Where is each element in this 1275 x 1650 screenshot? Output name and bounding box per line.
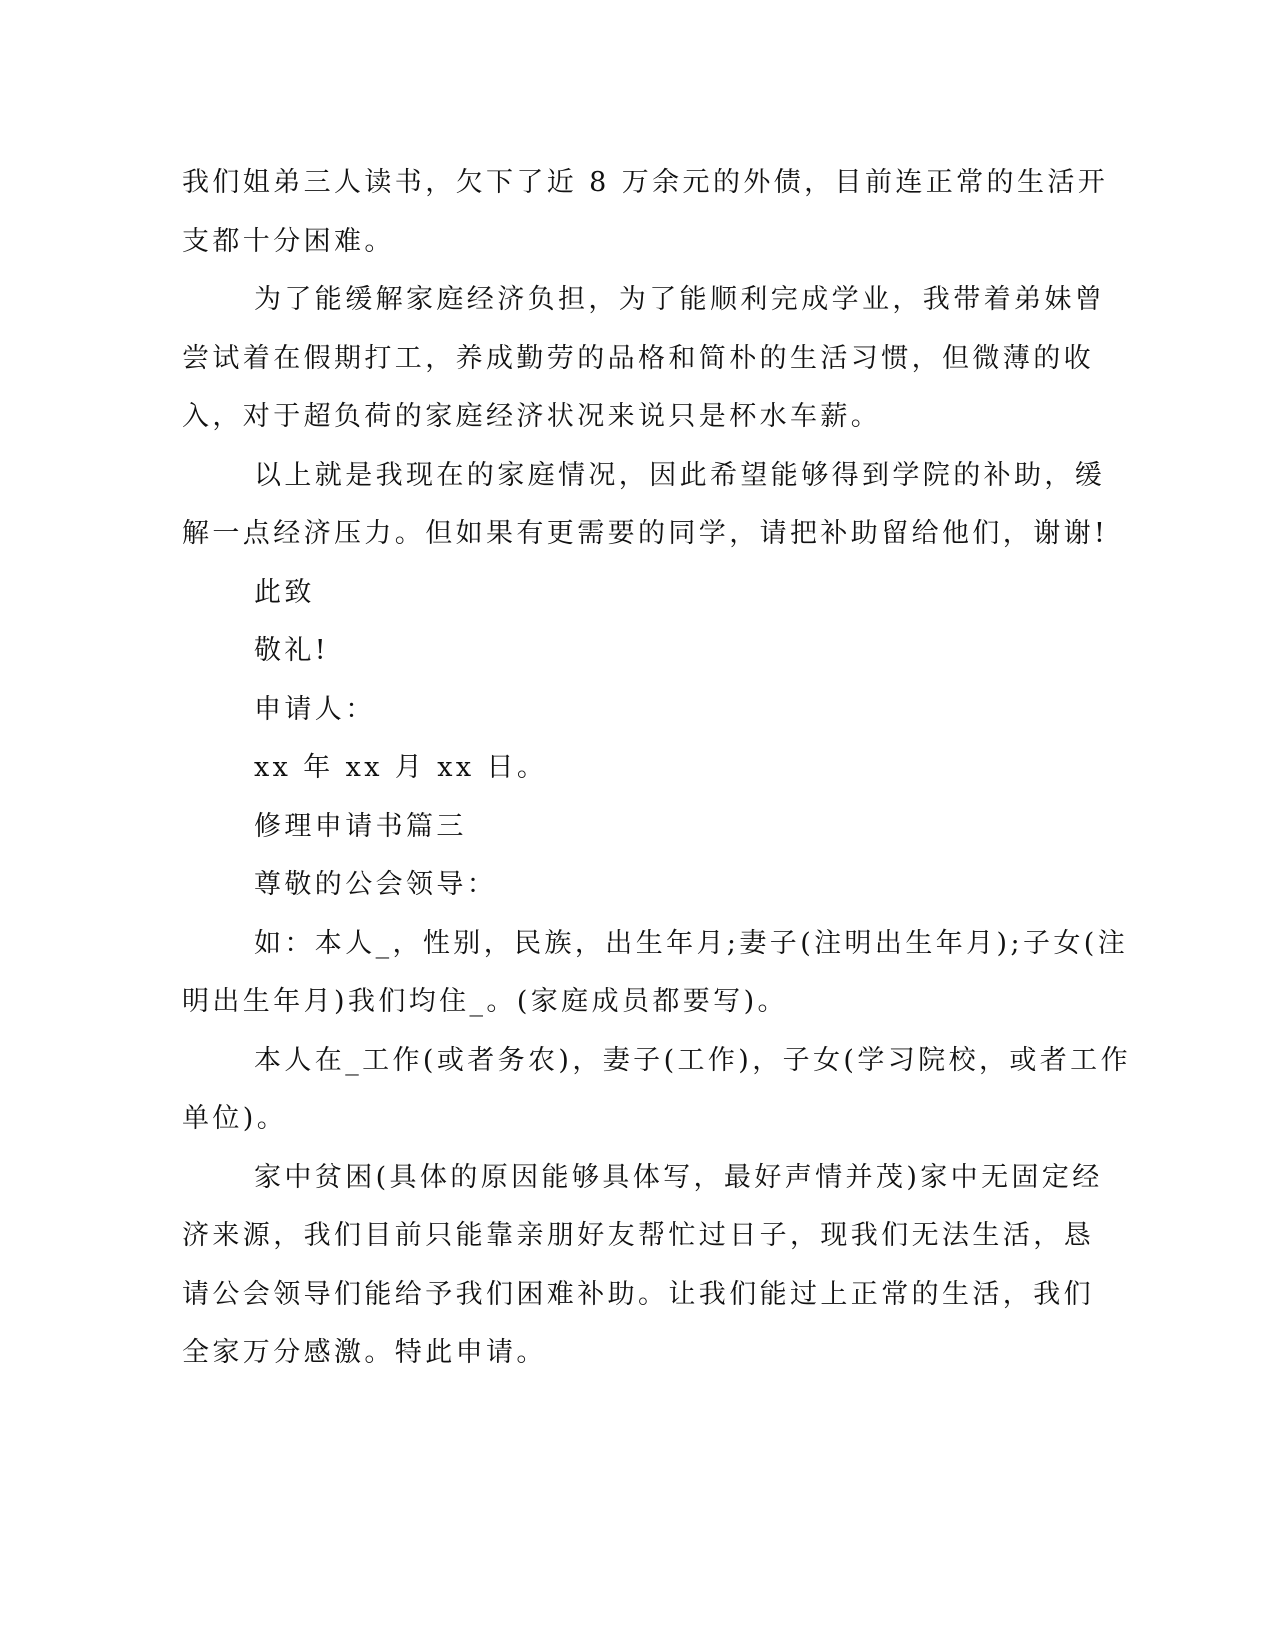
paragraph-line: 明出生年月)我们均住_。(家庭成员都要写)。 — [182, 986, 788, 1017]
paragraph-line: 本人在_工作(或者务农)，妻子(工作)，子女(学习院校，或者工作 — [254, 1045, 1131, 1076]
paragraph-line: 尝试着在假期打工，养成勤劳的品格和简朴的生活习惯，但微薄的收 — [182, 343, 1094, 374]
date-line: xx 年 xx 月 xx 日。 — [254, 752, 548, 783]
paragraph-line: 如：本人_，性别，民族，出生年月;妻子(注明出生年月);子女(注 — [254, 928, 1129, 959]
paragraph-line: 全家万分感激。特此申请。 — [182, 1337, 547, 1368]
paragraph-line: 家中贫困(具体的原因能够具体写，最好声情并茂)家中无固定经 — [254, 1162, 1103, 1193]
paragraph-line: 以上就是我现在的家庭情况，因此希望能够得到学院的补助，缓 — [254, 460, 1106, 491]
greeting: 尊敬的公会领导： — [254, 869, 498, 900]
paragraph-line: 入，对于超负荷的家庭经济状况来说只是杯水车薪。 — [182, 401, 882, 432]
paragraph-line: 解一点经济压力。但如果有更需要的同学，请把补助留给他们，谢谢! — [182, 518, 1109, 549]
section-title: 修理申请书篇三 — [254, 811, 467, 842]
paragraph-line: 单位)。 — [182, 1103, 288, 1134]
paragraph-line: 请公会领导们能给予我们困难补助。让我们能过上正常的生活，我们 — [182, 1279, 1094, 1310]
closing-regards: 敬礼! — [254, 635, 330, 666]
paragraph-line: 我们姐弟三人读书，欠下了近 8 万余元的外债，目前连正常的生活开 — [182, 167, 1109, 198]
paragraph-line: 济来源，我们目前只能靠亲朋好友帮忙过日子，现我们无法生活，恳 — [182, 1220, 1094, 1251]
closing-salutation: 此致 — [254, 577, 315, 608]
paragraph-line: 为了能缓解家庭经济负担，为了能顺利完成学业，我带着弟妹曾 — [254, 284, 1106, 315]
applicant-label: 申请人： — [254, 694, 376, 725]
paragraph-line: 支都十分困难。 — [182, 226, 395, 257]
